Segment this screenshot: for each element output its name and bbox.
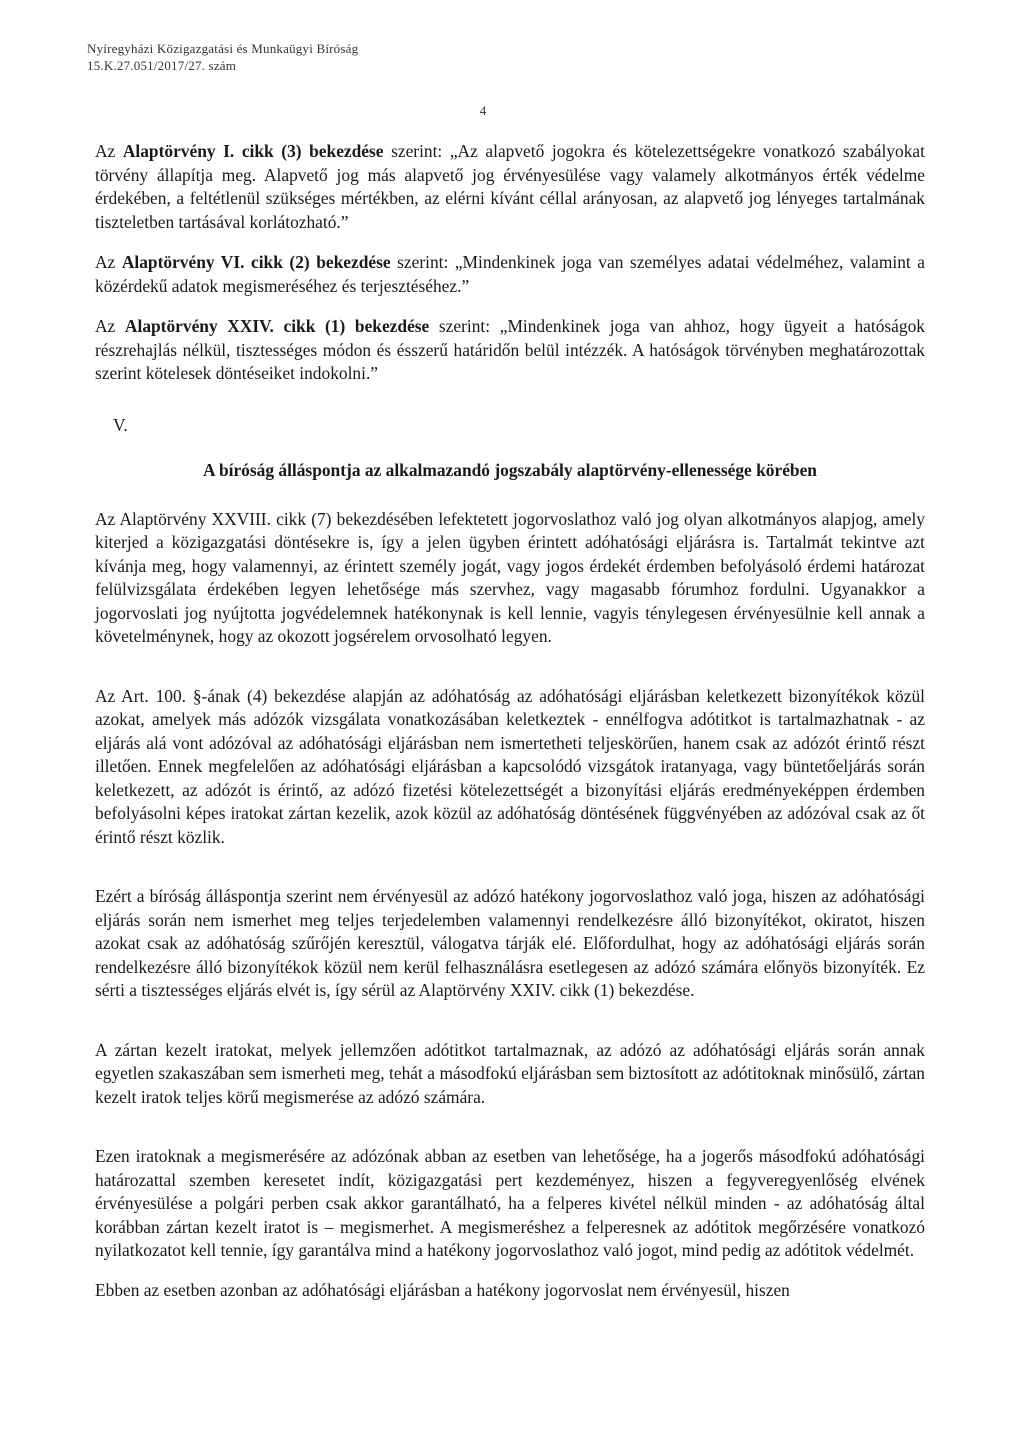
body-paragraph: Az Art. 100. §-ának (4) bekezdése alapján az adóhatóság az adóhatósági eljárásban keletkezett bizonyítékok közül azokat, amelyek más adózók vizsgálata vonatkozásában keletkeztek - ennélfogva adótitkot is tartalmazhatnak - az eljárás alá vont adózóval az adóhatósági eljárásban nem ismertetheti teljeskörűen, hanem csak az adózót érintő részt illetően. Ennek megfelelően az adóhatósági eljárásban a kapcsolódó vizsgátok iratanyaga, vagy büntetőeljárás során keletkezett, az adózót is érintő, az adózó fizetési kötelezettségét a bizonyítási eljárás eredményeképpen érdemben befolyásolni képes iratokat zártan kezelik, azok közül az adóhatóság döntésének függvényében az adózóval csak az őt érintő részt közlik. [95,685,925,847]
court-name: Nyíregyházi Közigazgatási és Munkaügyi Bíróság [87,41,359,56]
section-number: V. [113,414,128,435]
paragraph-lead: Az [95,141,123,161]
article-reference: Alaptörvény XXIV. cikk (1) bekezdése [124,316,430,336]
paragraph-text: szerint: „Mindenkinek joga van ahhoz, hogy ügyeit a hatóságok részrehajlás nélkül, tisztességes módon és ésszerű határidőn belül intézzék. A hatóságok törvényben meghatározottak szerint kötelesek döntéseiket indokolni.” [95,316,925,383]
article-reference: Alaptörvény I. cikk (3) bekezdése [122,141,384,161]
body-paragraph: A zártan kezelt iratokat, melyek jellemzően adótitkot tartalmaznak, az adózó az adóhatósági eljárás során annak egyetlen szakaszában sem ismerheti meg, tehát a másodfokú eljárásban sem biztosított az adótitoknak minősülő, zártan kezelt iratok teljes körű megismerése az adózó számára. [95,1039,925,1107]
case-number: 15.K.27.051/2017/27. szám [87,58,237,73]
paragraph-lead: Az [95,252,122,272]
document-header [87,40,358,74]
body-paragraph: Ezért a bíróság álláspontja szerint nem érvényesül az adózó hatékony jogorvoslathoz való joga, hiszen az adóhatósági eljárás során nem ismerhet meg teljes terjedelemben valamennyi rendelkezésre álló bizonyítékot, okiratot, hiszen azokat csak az adóhatóság szűrőjén keresztül, válogatva tárják elé. Előfordulhat, hogy az adóhatósági eljárás során rendelkezésre álló bizonyítékok közül nem kerül felhasználásra esetlegesen az adózó számára előnyös bizonyíték. Ez sérti a tisztességes eljárás elvét is, így sérül az Alaptörvény XXIV. cikk (1) bekezdése. [95,886,925,1000]
constitution-article-24-paragraph [95,315,925,386]
paragraph-text: szerint: „Az alapvető jogokra és kötelezettségekre vonatkozó szabályokat törvény állapítja meg. Alapvető jog más alapvető jog érvényesülése vagy valamely alkotmányos érték védelme érdekében, a feltétlenül szükséges mértékben, az elérni kívánt céllal arányosan, az alapvető jog lényeges tartalmának tiszteletben tartásával korlátozható.” [95,141,925,232]
document-body [95,140,925,1302]
body-paragraph: Ebben az esetben azonban az adóhatósági eljárásban a hatékony jogorvoslat nem érvényesül, hiszen [95,1279,790,1300]
paragraph-lead: Az [95,316,125,336]
constitution-article-1-paragraph [95,140,925,234]
section-heading: A bíróság álláspontja az alkalmazandó jogszabály alaptörvény-ellenessége körében [203,460,817,480]
article-reference: Alaptörvény VI. cikk (2) bekezdése [121,252,391,272]
body-paragraph: Ezen iratoknak a megismerésére az adózónak abban az esetben van lehetősége, ha a jogerős másodfokú adóhatósági határozattal szemben keresetet indít, közigazgatási pert kezdeményez, hiszen a fegyveregyenlőség elvének érvényesülése a polgári perben csak akkor garantálható, ha a felperes kivétel nélkül minden - az adóhatóság által korábban zártan kezelt iratot is – megismerhet. A megismeréshez a felperesnek az adótitok megőrzésére vonatkozó nyilatkozatot kell tennie, így garantálva mind a hatékony jogorvoslathoz való jogot, mind pedig az adótitok védelmét. [95,1146,925,1260]
body-paragraph: Az Alaptörvény XXVIII. cikk (7) bekezdésében lefektetett jogorvoslathoz való jog olyan alkotmányos alapjog, amely kiterjed a közigazgatási döntésekre is, így a jelen ügyben érintett adóhatósági eljárásra is. Tartalmát tekintve azt kívánja meg, hogy valamennyi, az érintett személy jogát, vagy jogos érdekét érdemben befolyásoló érdemi határozat felülvizsgálata érdekében legyen lehetősége más szervhez, vagy magasabb fórumhoz fordulni. Ugyanakkor a jogorvoslati jog nyújtotta jogvédelemnek hatékonynak is kell lennie, vagyis ténylegesen érvényesülnie kell annak a követelménynek, hogy az okozott jogsérelem orvosolható legyen. [95,508,925,646]
constitution-article-6-paragraph [95,251,925,298]
page-number: 4 [479,103,487,118]
paragraph-text: szerint: „Mindenkinek joga van személyes adatai védelméhez, valamint a közérdekű adatok megismeréséhez és terjesztéséhez.” [95,252,925,296]
